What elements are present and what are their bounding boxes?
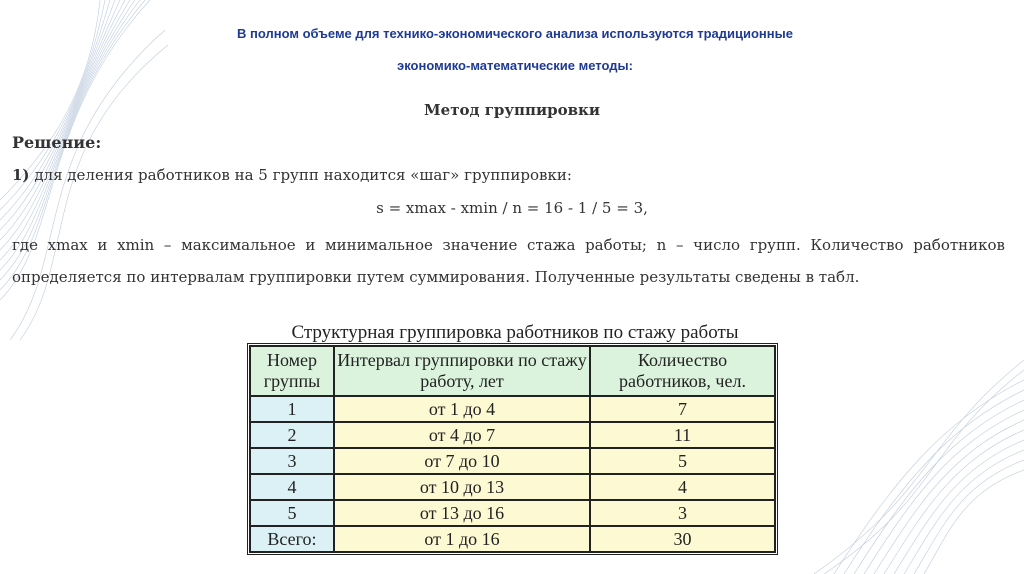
- cell-group: 3: [250, 448, 334, 474]
- table-row: [250, 474, 775, 500]
- cell-count: 3: [590, 500, 775, 526]
- grouping-table: [247, 343, 778, 555]
- cell-interval: от 4 до 7: [334, 422, 590, 448]
- cell-count: 5: [590, 448, 775, 474]
- cell-group: 2: [250, 422, 334, 448]
- cell-interval: от 1 до 4: [334, 396, 590, 422]
- slide-header-title: В полном объеме для технико-экономического анализа используются традиционные экономико-математические методы:: [237, 26, 793, 73]
- cell-group: 4: [250, 474, 334, 500]
- cell-interval: от 13 до 16: [334, 500, 590, 526]
- cell-count: 4: [590, 474, 775, 500]
- header-worker-count: Количество работников, чел.: [590, 346, 775, 396]
- cell-count: 7: [590, 396, 775, 422]
- cell-count: 11: [590, 422, 775, 448]
- cell-group: Всего:: [250, 526, 334, 552]
- cell-count: 30: [590, 526, 775, 552]
- step-one-text: [12, 166, 572, 184]
- solution-label: Решение:: [12, 133, 102, 152]
- table-row: [250, 448, 775, 474]
- table-total-row: [250, 526, 775, 552]
- step-formula: s = xmax - xmin / n = 16 - 1 / 5 = 3,: [376, 199, 648, 217]
- cell-group: 1: [250, 396, 334, 422]
- header-interval: Интервал группировки по стажу работу, лет: [334, 346, 590, 396]
- table-header-row: [250, 346, 775, 396]
- cell-interval: от 10 до 13: [334, 474, 590, 500]
- explanation-paragraph: где xmax и xmin – максимальное и минимальное значение стажа работы; n – число групп. Количество работников определяется по интервалам группировки путем суммирования. Полученные результаты сведены в табл.: [12, 236, 1005, 286]
- decorative-wave-lines-right: [774, 360, 1024, 574]
- cell-group: 5: [250, 500, 334, 526]
- table-row: [250, 500, 775, 526]
- cell-interval: от 7 до 10: [334, 448, 590, 474]
- table-row: [250, 422, 775, 448]
- header-group-number: Номер группы: [250, 346, 334, 396]
- method-title: Метод группировки: [424, 101, 600, 119]
- cell-interval: от 1 до 16: [334, 526, 590, 552]
- step-number: 1): [12, 166, 30, 184]
- table-caption: Структурная группировка работников по стажу работы: [291, 322, 739, 343]
- step-description: для деления работников на 5 групп находится «шаг» группировки:: [29, 166, 572, 184]
- table-row: [250, 396, 775, 422]
